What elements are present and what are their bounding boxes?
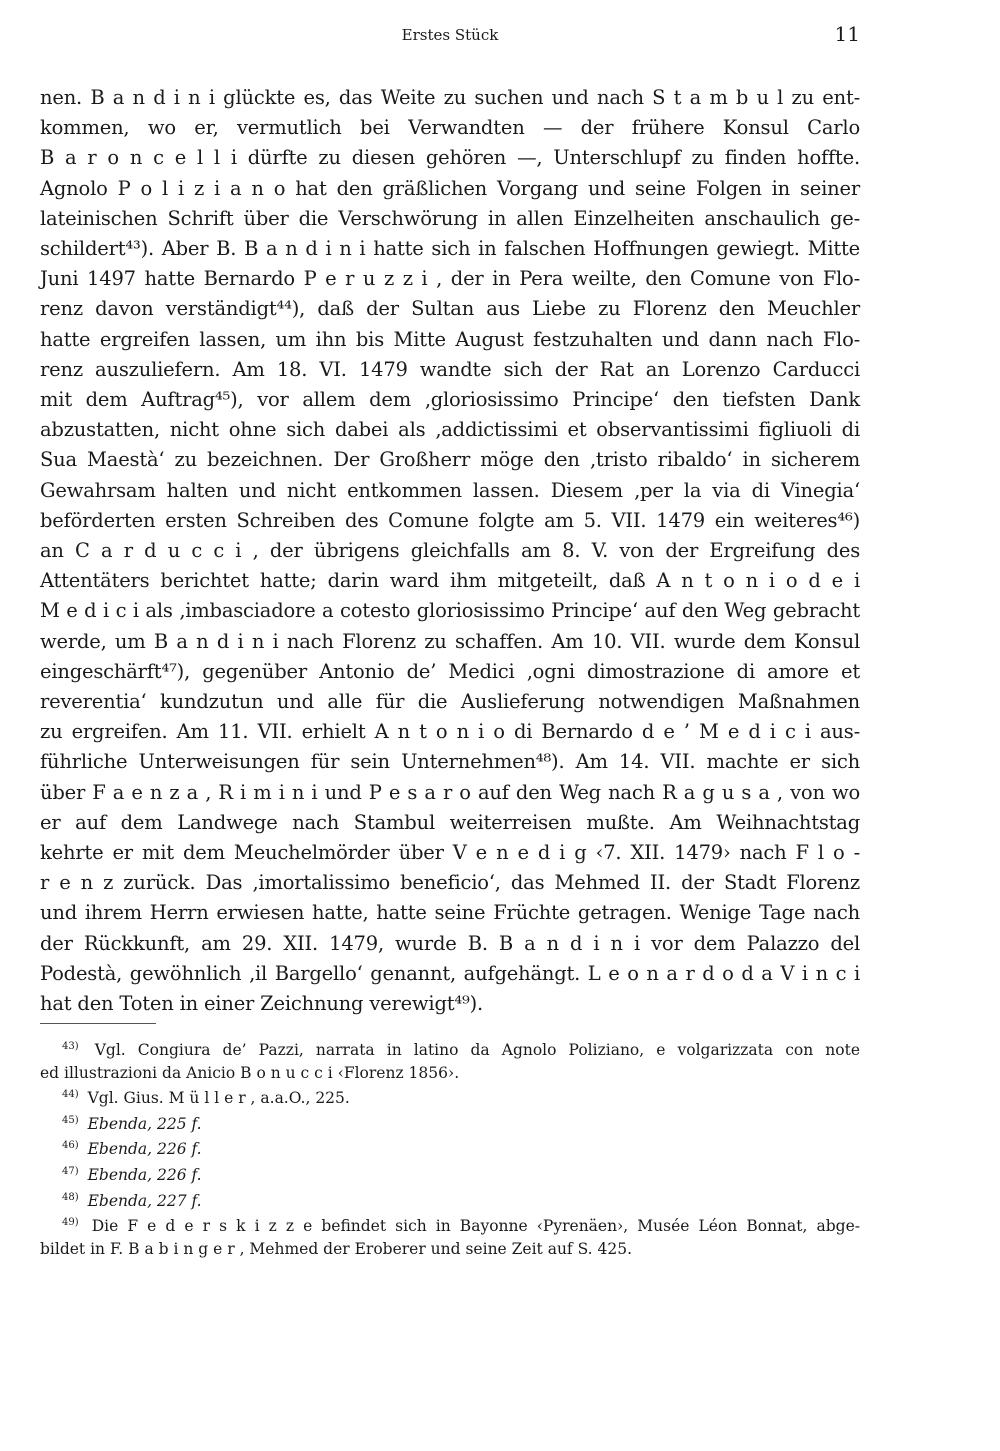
body-line: kehrte er mit dem Meuchelmörder über V e n e d i g ‹7. XII. 1479› nach F l o - — [40, 841, 860, 865]
footnote-number: 47) — [62, 1166, 79, 1178]
footnote-number: 48) — [62, 1191, 79, 1203]
body-line: und ihrem Herrn erwiesen hatte, hatte seine Früchte getragen. Wenige Tage nach — [40, 901, 860, 925]
body-line: kommen, wo er, vermutlich bei Verwandten — der frühere Konsul Carlo — [40, 116, 860, 140]
body-line: M e d i c i als ‚imbasciadore a cotesto gloriosissimo Principe‘ auf den Weg gebracht — [40, 599, 860, 623]
footnote-49 — [40, 1212, 860, 1260]
page-header — [40, 22, 860, 48]
footnote-line — [40, 1110, 860, 1136]
footnote-text: Vgl. Gius. M ü l l e r , a.a.O., 225. — [87, 1089, 350, 1108]
footnote-line: bildet in F. B a b i n g e r , Mehmed der Eroberer und seine Zeit auf S. 425. — [40, 1240, 633, 1259]
footnote-45 — [40, 1110, 860, 1136]
footnote-47 — [40, 1161, 860, 1187]
body-line: der Rückkunft, am 29. XII. 1479, wurde B. B a n d i n i vor dem Palazzo del — [40, 931, 860, 955]
footnote-line — [40, 1084, 860, 1110]
footnote-text: Ebenda, 226 f. — [87, 1140, 202, 1159]
body-line: Agnolo P o l i z i a n o hat den gräßlichen Vorgang und seine Folgen in seiner — [40, 176, 860, 200]
footnote-text: Ebenda, 226 f. — [87, 1166, 202, 1185]
footnote-text: Die F e d e r s k i z z e befindet sich in Bayonne ‹Pyrenäen›, Musée Léon Bonnat, abge- — [91, 1217, 860, 1236]
body-line: Sua Maestà‘ zu bezeichnen. Der Großherr möge den ‚tristo ribaldo‘ in sicherem — [40, 448, 860, 472]
body-line: Juni 1497 hatte Bernardo P e r u z z i , der in Pera weilte, den Comune von Flo- — [40, 267, 860, 291]
body-line: an C a r d u c c i , der übrigens gleichfalls am 8. V. von der Ergreifung des — [40, 539, 860, 563]
body-line: beförderten ersten Schreiben des Comune folgte am 5. VII. 1479 ein weiteres⁴⁶) — [40, 508, 860, 532]
body-line: abzustatten, nicht ohne sich dabei als ‚addictissimi et observantissimi figliuoli di — [40, 418, 860, 442]
footnote-46 — [40, 1135, 860, 1161]
page-number: 11 — [834, 22, 860, 46]
running-title: Erstes Stück — [401, 26, 499, 44]
footnote-line — [40, 1036, 860, 1062]
footnote-text: Vgl. Congiura de’ Pazzi, narrata in latino da Agnolo Poliziano, e volgarizzata con note — [94, 1041, 860, 1060]
footnote-text: Ebenda, 227 f. — [87, 1191, 202, 1210]
footnote-number: 44) — [62, 1089, 79, 1101]
body-line: führliche Unterweisungen für sein Unternehmen⁴⁸). Am 14. VII. machte er sich — [40, 750, 860, 774]
body-line: hatte ergreifen lassen, um ihn bis Mitte August festzuhalten und dann nach Flo- — [40, 327, 860, 351]
body-line: B a r o n c e l l i dürfte zu diesen gehören —, Unterschlupf zu finden hoffte. — [40, 146, 860, 170]
body-line: nen. B a n d i n i glückte es, das Weite zu suchen und nach S t a m b u l zu ent- — [40, 86, 860, 109]
body-line: schildert⁴³). Aber B. B a n d i n i hatte sich in falschen Hoffnungen gewiegt. Mitte — [40, 237, 860, 261]
body-line: mit dem Auftrag⁴⁵), vor allem dem ‚gloriosissimo Principe‘ den tiefsten Dank — [40, 388, 860, 412]
footnote-number: 49) — [62, 1217, 79, 1229]
body-line: er auf dem Landwege nach Stambul weiterreisen mußte. Am Weihnachtstag — [40, 810, 860, 834]
body-line: Attentäters berichtet hatte; darin ward ihm mitgeteilt, daß A n t o n i o d e i — [40, 569, 860, 593]
footnotes — [40, 1036, 860, 1261]
footnote-44 — [40, 1084, 860, 1110]
body-line: renz auszuliefern. Am 18. VI. 1479 wandte sich der Rat an Lorenzo Carducci — [40, 357, 860, 381]
footnote-line — [40, 1187, 860, 1213]
body-line: renz davon verständigt⁴⁴), daß der Sultan aus Liebe zu Florenz den Meuchler — [40, 297, 860, 321]
body-line: lateinischen Schrift über die Verschwörung in allen Einzelheiten anschaulich ge- — [40, 206, 860, 230]
footnote-48 — [40, 1187, 860, 1213]
body-line: r e n z zurück. Das ‚imortalissimo beneficio‘, das Mehmed II. der Stadt Florenz — [40, 871, 860, 895]
footnote-text: Ebenda, 225 f. — [87, 1114, 202, 1133]
body-line: eingeschärft⁴⁷), gegenüber Antonio de’ Medici ‚ogni dimostrazione di amore et — [40, 659, 860, 683]
body-line: zu ergreifen. Am 11. VII. erhielt A n t o n i o di Bernardo d e ’ M e d i c i aus- — [40, 720, 860, 744]
body-line: Podestà, gewöhnlich ‚il Bargello‘ genannt, aufgehängt. L e o n a r d o d a V i n c i — [40, 961, 860, 985]
footnote-line: ed illustrazioni da Anicio B o n u c c i ‹Florenz 1856›. — [40, 1063, 460, 1082]
body-text — [40, 83, 860, 1019]
body-line: reverentia‘ kundzutun und alle für die Auslieferung notwendigen Maßnahmen — [40, 690, 860, 714]
footnote-number: 45) — [62, 1114, 79, 1126]
footnote-line — [40, 1161, 860, 1187]
footnote-number: 46) — [62, 1140, 79, 1152]
body-line: über F a e n z a , R i m i n i und P e s a r o auf den Weg nach R a g u s a , von wo — [40, 780, 860, 804]
footnote-divider — [40, 1023, 156, 1024]
body-line: werde, um B a n d i n i nach Florenz zu schaffen. Am 10. VII. wurde dem Konsul — [40, 629, 860, 653]
body-line-last: hat den Toten in einer Zeichnung verewigt⁴⁹). — [40, 992, 484, 1016]
footnote-line — [40, 1212, 860, 1238]
footnote-number: 43) — [62, 1041, 79, 1052]
body-line: Gewahrsam halten und nicht entkommen lassen. Diesem ‚per la via di Vinegia‘ — [40, 478, 860, 502]
footnote-line — [40, 1135, 860, 1161]
footnote-43 — [40, 1036, 860, 1084]
